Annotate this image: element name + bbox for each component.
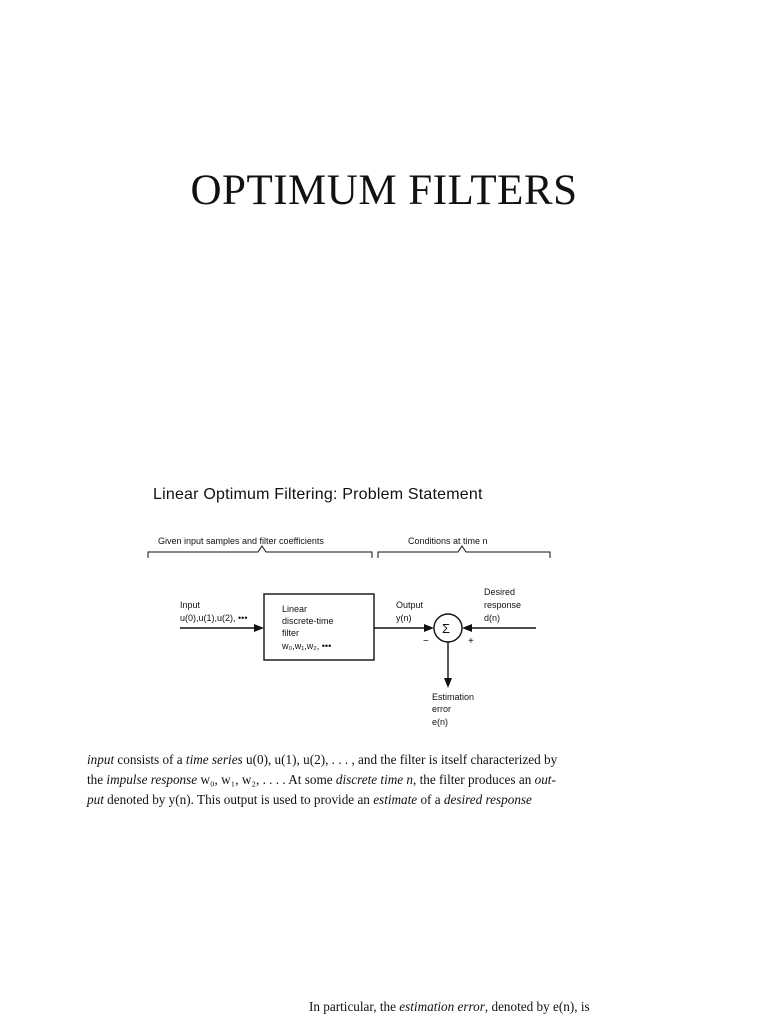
paragraph-line-3 bbox=[87, 790, 635, 810]
text-span: In particular, the bbox=[309, 999, 400, 1014]
output-signal-label: y(n) bbox=[396, 613, 412, 623]
input-arrowhead bbox=[254, 624, 264, 632]
paragraph-line-2 bbox=[87, 770, 635, 790]
figure-title: Linear Optimum Filtering: Problem Statement bbox=[153, 486, 483, 503]
output-label: Output bbox=[396, 600, 424, 610]
filter-coefficients-label: w₀,w₁,w₂, ••• bbox=[282, 641, 332, 651]
desired-label: Desired bbox=[484, 587, 516, 597]
brace-left bbox=[148, 546, 372, 558]
brace-right-label: Conditions at time n bbox=[408, 536, 488, 546]
minus-sign: − bbox=[423, 636, 429, 647]
text-span: w₀, w₁, w₂, . . . . At some bbox=[197, 772, 336, 787]
term-impulse-response: impulse response bbox=[106, 772, 198, 787]
desired-arrowhead bbox=[462, 624, 472, 632]
text-span: denoted by y(n). This output is used to provide an bbox=[103, 792, 374, 807]
output-arrowhead bbox=[424, 624, 434, 632]
footer-sentence bbox=[309, 999, 590, 1015]
term-input: input bbox=[87, 752, 115, 767]
filter-label-line1: Linear bbox=[282, 604, 308, 614]
paragraph-line-1 bbox=[87, 750, 635, 770]
text-span: of a bbox=[417, 792, 444, 807]
error-label: Estimation bbox=[432, 692, 475, 702]
block-diagram bbox=[140, 528, 570, 738]
term-estimate: estimate bbox=[373, 792, 418, 807]
desired-signal-label: d(n) bbox=[484, 613, 501, 623]
term-desired-response: desired response bbox=[443, 792, 532, 807]
sum-symbol: Σ bbox=[442, 621, 451, 636]
filter-label-line3: filter bbox=[282, 628, 300, 638]
text-span: the bbox=[87, 772, 107, 787]
body-paragraph bbox=[87, 750, 635, 810]
term-output-start: out- bbox=[534, 772, 556, 787]
desired-label-response: response bbox=[484, 600, 522, 610]
error-arrowhead bbox=[444, 678, 452, 688]
page-title: OPTIMUM FILTERS bbox=[190, 167, 578, 214]
error-signal-label: e(n) bbox=[432, 717, 449, 727]
term-discrete-time: discrete time n bbox=[335, 772, 414, 787]
input-series-label: u(0),u(1),u(2), ••• bbox=[180, 613, 248, 623]
term-time-series: time series bbox=[185, 752, 243, 767]
plus-sign: + bbox=[468, 636, 474, 647]
text-span: , the filter produces an bbox=[413, 772, 535, 787]
text-span: u(0), u(1), u(2), . . . , and the filter is itself characterized by bbox=[242, 752, 558, 767]
filter-label-line2: discrete-time bbox=[282, 616, 334, 626]
brace-right bbox=[378, 546, 550, 558]
input-label: Input bbox=[180, 600, 201, 610]
brace-left-label: Given input samples and filter coefficients bbox=[158, 536, 324, 546]
text-span: , denoted by e(n), is bbox=[484, 999, 590, 1014]
term-output-end: put bbox=[87, 792, 104, 807]
term-estimation-error: estimation error bbox=[399, 999, 485, 1014]
text-span: consists of a bbox=[114, 752, 186, 767]
error-label-line2: error bbox=[432, 704, 452, 714]
